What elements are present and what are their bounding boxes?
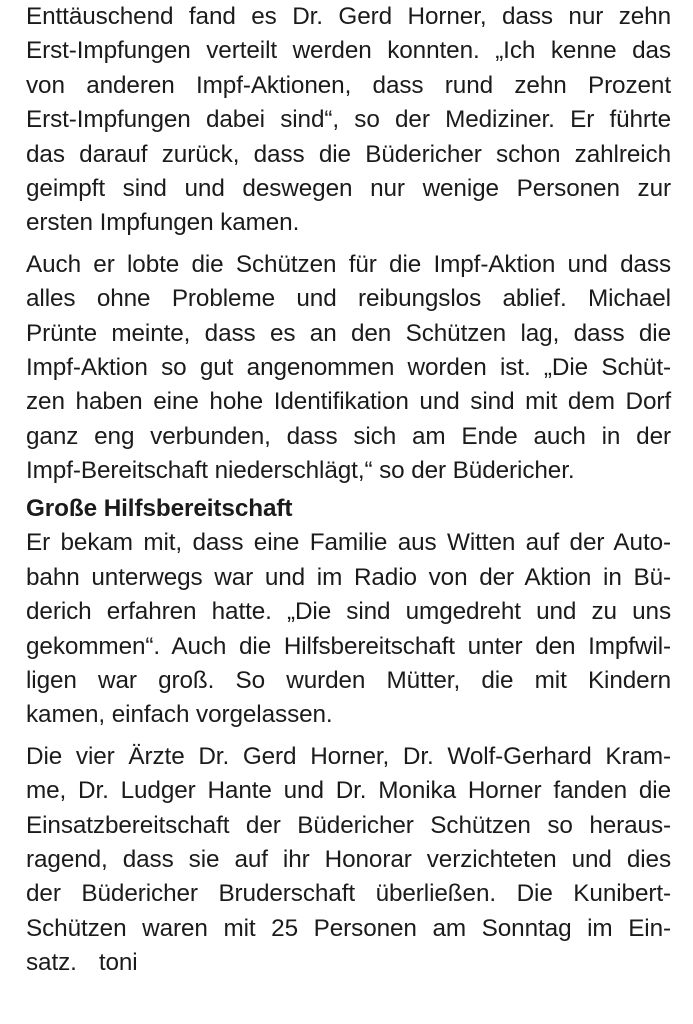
text-line: der Büdericher Bruderschaft überließen. Die Kunibert-	[26, 880, 671, 908]
text-line: bahn unterwegs war und im Radio von der Aktion in Bü-	[26, 563, 671, 591]
text-line: geimpft sind und deswegen nur wenige Personen zur	[26, 174, 671, 202]
text-line: Enttäuschend fand es Dr. Gerd Horner, dass nur zehn	[26, 3, 671, 30]
text-line: Die vier Ärzte Dr. Gerd Horner, Dr. Wolf-Gerhard Kram-	[26, 742, 671, 770]
text-line: Einsatzbereitschaft der Büdericher Schützen so heraus-	[26, 811, 671, 839]
text-line: alles ohne Probleme und reibungslos ablief. Michael	[26, 285, 671, 313]
text-line: ganz eng verbunden, dass sich am Ende auch in der	[26, 422, 671, 450]
text-line: ragend, dass sie auf ihr Honorar verzichteten und dies	[26, 845, 671, 873]
text-line: das darauf zurück, dass die Büdericher schon zahlreich	[26, 140, 671, 168]
section-heading: Große Hilfsbereitschaft	[26, 495, 293, 523]
text-line: ligen war groß. So wurden Mütter, die mit Kindern	[26, 667, 671, 695]
text-line: Impf-Bereitschaft niederschlägt,“ so der Büdericher.	[26, 457, 575, 485]
article-body	[26, 0, 671, 981]
text-line: Auch er lobte die Schützen für die Impf-Aktion und dass	[26, 250, 671, 278]
author-signature: toni	[98, 949, 138, 977]
paragraph	[26, 0, 671, 241]
paragraph-gap	[26, 241, 671, 248]
text-line: satz.	[26, 949, 77, 977]
text-line: zen haben eine hohe Identifikation und sind mit dem Dorf	[26, 388, 671, 416]
text-line: Erst-Impfungen verteilt werden konnten. „Ich kenne das	[26, 37, 671, 65]
text-line: Erst-Impfungen dabei sind“, so der Mediziner. Er führte	[26, 106, 671, 134]
text-line: Impf-Aktion so gut angenommen worden ist. „Die Schüt-	[26, 353, 671, 381]
paragraph	[26, 526, 671, 732]
paragraph	[26, 740, 671, 981]
paragraph-gap	[26, 733, 671, 740]
text-line: Er bekam mit, dass eine Familie aus Witten auf der Auto-	[26, 529, 671, 557]
text-line: derich erfahren hatte. „Die sind umgedreht und zu uns	[26, 598, 671, 626]
final-line	[26, 946, 671, 980]
text-line: gekommen“. Auch die Hilfsbereitschaft unter den Impfwil-	[26, 632, 671, 660]
text-line: Schützen waren mit 25 Personen am Sonntag im Ein-	[26, 914, 671, 942]
text-line: von anderen Impf-Aktionen, dass rund zehn Prozent	[26, 71, 671, 99]
paragraph	[26, 248, 671, 489]
text-line: ersten Impfungen kamen.	[26, 209, 300, 237]
text-line: kamen, einfach vorgelassen.	[26, 701, 333, 729]
text-line: me, Dr. Ludger Hante und Dr. Monika Horner fanden die	[26, 777, 671, 805]
text-line: Prünte meinte, dass es an den Schützen lag, dass die	[26, 319, 671, 347]
